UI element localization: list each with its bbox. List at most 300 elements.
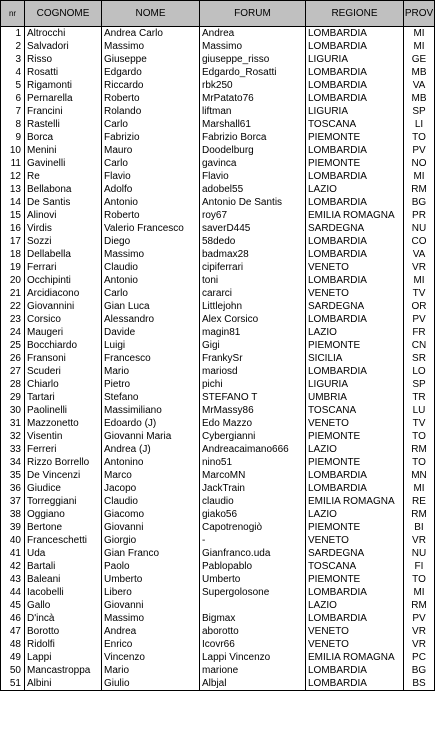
cell-nome[interactable]: Mario bbox=[102, 664, 200, 677]
cell-nome[interactable]: Andrea Carlo bbox=[102, 27, 200, 41]
cell-nome[interactable]: Pietro bbox=[102, 378, 200, 391]
cell-nr[interactable]: 30 bbox=[1, 404, 25, 417]
cell-nr[interactable]: 15 bbox=[1, 209, 25, 222]
cell-nr[interactable]: 45 bbox=[1, 599, 25, 612]
cell-cognome[interactable]: Maugeri bbox=[25, 326, 102, 339]
cell-regione[interactable]: PIEMONTE bbox=[306, 456, 404, 469]
cell-regione[interactable]: VENETO bbox=[306, 638, 404, 651]
cell-nr[interactable]: 3 bbox=[1, 53, 25, 66]
cell-cognome[interactable]: Iacobelli bbox=[25, 586, 102, 599]
cell-forum[interactable]: Cybergianni bbox=[200, 430, 306, 443]
cell-regione[interactable]: TOSCANA bbox=[306, 118, 404, 131]
cell-prov[interactable]: PV bbox=[404, 144, 435, 157]
cell-cognome[interactable]: Lappi bbox=[25, 651, 102, 664]
cell-nr[interactable]: 14 bbox=[1, 196, 25, 209]
cell-prov[interactable]: MI bbox=[404, 586, 435, 599]
cell-cognome[interactable]: Gavinelli bbox=[25, 157, 102, 170]
cell-regione[interactable]: LOMBARDIA bbox=[306, 313, 404, 326]
cell-prov[interactable]: TV bbox=[404, 417, 435, 430]
cell-cognome[interactable]: Mazzonetto bbox=[25, 417, 102, 430]
cell-regione[interactable]: EMILIA ROMAGNA bbox=[306, 495, 404, 508]
cell-forum[interactable]: MarcoMN bbox=[200, 469, 306, 482]
cell-regione[interactable]: PIEMONTE bbox=[306, 339, 404, 352]
cell-regione[interactable]: SARDEGNA bbox=[306, 300, 404, 313]
cell-regione[interactable]: LAZIO bbox=[306, 326, 404, 339]
cell-cognome[interactable]: Arcidiacono bbox=[25, 287, 102, 300]
cell-prov[interactable]: TO bbox=[404, 131, 435, 144]
cell-cognome[interactable]: De Vincenzi bbox=[25, 469, 102, 482]
cell-cognome[interactable]: Altrocchi bbox=[25, 27, 102, 41]
cell-regione[interactable]: LOMBARDIA bbox=[306, 612, 404, 625]
cell-prov[interactable]: GE bbox=[404, 53, 435, 66]
cell-cognome[interactable]: Rigamonti bbox=[25, 79, 102, 92]
cell-nome[interactable]: Edoardo (J) bbox=[102, 417, 200, 430]
cell-forum[interactable]: magin81 bbox=[200, 326, 306, 339]
cell-nr[interactable]: 33 bbox=[1, 443, 25, 456]
cell-cognome[interactable]: Salvadori bbox=[25, 40, 102, 53]
cell-regione[interactable]: LIGURIA bbox=[306, 105, 404, 118]
cell-forum[interactable]: saverD445 bbox=[200, 222, 306, 235]
cell-forum[interactable]: liftman bbox=[200, 105, 306, 118]
cell-regione[interactable]: VENETO bbox=[306, 417, 404, 430]
cell-nr[interactable]: 19 bbox=[1, 261, 25, 274]
cell-prov[interactable]: CN bbox=[404, 339, 435, 352]
cell-nr[interactable]: 8 bbox=[1, 118, 25, 131]
cell-nr[interactable]: 5 bbox=[1, 79, 25, 92]
cell-forum[interactable]: Doodelburg bbox=[200, 144, 306, 157]
cell-prov[interactable]: VA bbox=[404, 248, 435, 261]
cell-forum[interactable]: roy67 bbox=[200, 209, 306, 222]
cell-nr[interactable]: 37 bbox=[1, 495, 25, 508]
cell-prov[interactable]: BS bbox=[404, 677, 435, 691]
cell-forum[interactable]: - bbox=[200, 534, 306, 547]
cell-nome[interactable]: Marco bbox=[102, 469, 200, 482]
cell-nr[interactable]: 10 bbox=[1, 144, 25, 157]
cell-nome[interactable]: Paolo bbox=[102, 560, 200, 573]
cell-nr[interactable]: 32 bbox=[1, 430, 25, 443]
cell-nome[interactable]: Diego bbox=[102, 235, 200, 248]
cell-forum[interactable]: Andreacaimano666 bbox=[200, 443, 306, 456]
cell-nr[interactable]: 13 bbox=[1, 183, 25, 196]
cell-prov[interactable]: VR bbox=[404, 261, 435, 274]
cell-nome[interactable]: Gian Franco bbox=[102, 547, 200, 560]
cell-regione[interactable]: LAZIO bbox=[306, 183, 404, 196]
cell-forum[interactable]: Pablopablo bbox=[200, 560, 306, 573]
cell-nome[interactable]: Edgardo bbox=[102, 66, 200, 79]
cell-regione[interactable]: VENETO bbox=[306, 261, 404, 274]
cell-regione[interactable]: LOMBARDIA bbox=[306, 365, 404, 378]
header-prov[interactable]: PROV bbox=[404, 1, 435, 27]
cell-cognome[interactable]: Chiarlo bbox=[25, 378, 102, 391]
cell-cognome[interactable]: Borotto bbox=[25, 625, 102, 638]
cell-nr[interactable]: 29 bbox=[1, 391, 25, 404]
cell-prov[interactable]: MN bbox=[404, 469, 435, 482]
cell-nome[interactable]: Massimiliano bbox=[102, 404, 200, 417]
cell-regione[interactable]: LOMBARDIA bbox=[306, 92, 404, 105]
cell-forum[interactable]: STEFANO T bbox=[200, 391, 306, 404]
cell-nome[interactable]: Alessandro bbox=[102, 313, 200, 326]
cell-regione[interactable]: LAZIO bbox=[306, 508, 404, 521]
cell-regione[interactable]: TOSCANA bbox=[306, 404, 404, 417]
cell-prov[interactable]: FR bbox=[404, 326, 435, 339]
cell-forum[interactable] bbox=[200, 599, 306, 612]
cell-prov[interactable]: OR bbox=[404, 300, 435, 313]
cell-regione[interactable]: LOMBARDIA bbox=[306, 586, 404, 599]
cell-cognome[interactable]: D'incà bbox=[25, 612, 102, 625]
cell-forum[interactable]: MrPatato76 bbox=[200, 92, 306, 105]
cell-prov[interactable]: MB bbox=[404, 92, 435, 105]
cell-nome[interactable]: Massimo bbox=[102, 248, 200, 261]
cell-nome[interactable]: Giovanni bbox=[102, 599, 200, 612]
cell-cognome[interactable]: Pernarella bbox=[25, 92, 102, 105]
cell-nome[interactable]: Carlo bbox=[102, 118, 200, 131]
cell-forum[interactable]: toni bbox=[200, 274, 306, 287]
cell-cognome[interactable]: Rizzo Borrello bbox=[25, 456, 102, 469]
cell-nr[interactable]: 39 bbox=[1, 521, 25, 534]
cell-nome[interactable]: Giacomo bbox=[102, 508, 200, 521]
cell-regione[interactable]: EMILIA ROMAGNA bbox=[306, 209, 404, 222]
cell-prov[interactable]: BG bbox=[404, 196, 435, 209]
cell-nome[interactable]: Luigi bbox=[102, 339, 200, 352]
cell-cognome[interactable]: Re bbox=[25, 170, 102, 183]
cell-forum[interactable]: gavinca bbox=[200, 157, 306, 170]
cell-cognome[interactable]: Gallo bbox=[25, 599, 102, 612]
cell-forum[interactable]: badmax28 bbox=[200, 248, 306, 261]
cell-nr[interactable]: 48 bbox=[1, 638, 25, 651]
cell-nome[interactable]: Adolfo bbox=[102, 183, 200, 196]
cell-prov[interactable]: MI bbox=[404, 40, 435, 53]
cell-forum[interactable]: giuseppe_risso bbox=[200, 53, 306, 66]
cell-forum[interactable]: nino51 bbox=[200, 456, 306, 469]
cell-nr[interactable]: 21 bbox=[1, 287, 25, 300]
cell-regione[interactable]: PIEMONTE bbox=[306, 131, 404, 144]
cell-nome[interactable]: Umberto bbox=[102, 573, 200, 586]
cell-regione[interactable]: LOMBARDIA bbox=[306, 27, 404, 41]
cell-cognome[interactable]: Rosatti bbox=[25, 66, 102, 79]
cell-regione[interactable]: LOMBARDIA bbox=[306, 274, 404, 287]
cell-cognome[interactable]: Bocchiardo bbox=[25, 339, 102, 352]
cell-cognome[interactable]: Rastelli bbox=[25, 118, 102, 131]
cell-nr[interactable]: 7 bbox=[1, 105, 25, 118]
cell-prov[interactable]: RM bbox=[404, 183, 435, 196]
cell-cognome[interactable]: Giovannini bbox=[25, 300, 102, 313]
cell-nome[interactable]: Andrea bbox=[102, 625, 200, 638]
cell-nome[interactable]: Claudio bbox=[102, 261, 200, 274]
cell-forum[interactable]: claudio bbox=[200, 495, 306, 508]
cell-cognome[interactable]: Bertone bbox=[25, 521, 102, 534]
cell-nome[interactable]: Enrico bbox=[102, 638, 200, 651]
cell-prov[interactable]: TO bbox=[404, 573, 435, 586]
cell-forum[interactable]: marione bbox=[200, 664, 306, 677]
cell-cognome[interactable]: Dellabella bbox=[25, 248, 102, 261]
cell-nr[interactable]: 22 bbox=[1, 300, 25, 313]
cell-cognome[interactable]: Oggiano bbox=[25, 508, 102, 521]
cell-forum[interactable]: Capotrenogiò bbox=[200, 521, 306, 534]
cell-forum[interactable]: adobel55 bbox=[200, 183, 306, 196]
cell-nome[interactable]: Riccardo bbox=[102, 79, 200, 92]
cell-cognome[interactable]: Ferreri bbox=[25, 443, 102, 456]
cell-nome[interactable]: Giuseppe bbox=[102, 53, 200, 66]
cell-prov[interactable]: SP bbox=[404, 378, 435, 391]
cell-nr[interactable]: 23 bbox=[1, 313, 25, 326]
cell-forum[interactable]: Supergolosone bbox=[200, 586, 306, 599]
cell-prov[interactable]: TV bbox=[404, 287, 435, 300]
cell-forum[interactable]: Alex Corsico bbox=[200, 313, 306, 326]
cell-nome[interactable]: Carlo bbox=[102, 287, 200, 300]
cell-nr[interactable]: 26 bbox=[1, 352, 25, 365]
cell-regione[interactable]: LIGURIA bbox=[306, 53, 404, 66]
cell-regione[interactable]: LAZIO bbox=[306, 443, 404, 456]
cell-nome[interactable]: Massimo bbox=[102, 612, 200, 625]
cell-forum[interactable]: Fabrizio Borca bbox=[200, 131, 306, 144]
cell-forum[interactable]: Bigmax bbox=[200, 612, 306, 625]
cell-nr[interactable]: 9 bbox=[1, 131, 25, 144]
cell-regione[interactable]: UMBRIA bbox=[306, 391, 404, 404]
cell-cognome[interactable]: Risso bbox=[25, 53, 102, 66]
cell-forum[interactable]: Edgardo_Rosatti bbox=[200, 66, 306, 79]
cell-nr[interactable]: 47 bbox=[1, 625, 25, 638]
cell-nr[interactable]: 35 bbox=[1, 469, 25, 482]
cell-prov[interactable]: VR bbox=[404, 638, 435, 651]
cell-forum[interactable]: MrMassy86 bbox=[200, 404, 306, 417]
cell-cognome[interactable]: Paolinelli bbox=[25, 404, 102, 417]
cell-nr[interactable]: 2 bbox=[1, 40, 25, 53]
cell-regione[interactable]: LOMBARDIA bbox=[306, 235, 404, 248]
cell-forum[interactable]: aborotto bbox=[200, 625, 306, 638]
cell-forum[interactable]: Andrea bbox=[200, 27, 306, 41]
cell-cognome[interactable]: Visentin bbox=[25, 430, 102, 443]
cell-nome[interactable]: Claudio bbox=[102, 495, 200, 508]
header-forum[interactable]: FORUM bbox=[200, 1, 306, 27]
cell-regione[interactable]: PIEMONTE bbox=[306, 573, 404, 586]
cell-regione[interactable]: VENETO bbox=[306, 534, 404, 547]
cell-prov[interactable]: RE bbox=[404, 495, 435, 508]
cell-prov[interactable]: RM bbox=[404, 508, 435, 521]
cell-nr[interactable]: 28 bbox=[1, 378, 25, 391]
cell-nr[interactable]: 17 bbox=[1, 235, 25, 248]
cell-nome[interactable]: Carlo bbox=[102, 157, 200, 170]
cell-regione[interactable]: SARDEGNA bbox=[306, 547, 404, 560]
cell-cognome[interactable]: Alinovi bbox=[25, 209, 102, 222]
cell-cognome[interactable]: Fransoni bbox=[25, 352, 102, 365]
cell-nome[interactable]: Mauro bbox=[102, 144, 200, 157]
cell-nr[interactable]: 16 bbox=[1, 222, 25, 235]
cell-nome[interactable]: Libero bbox=[102, 586, 200, 599]
cell-forum[interactable]: Edo Mazzo bbox=[200, 417, 306, 430]
header-nome[interactable]: NOME bbox=[102, 1, 200, 27]
cell-forum[interactable]: Littlejohn bbox=[200, 300, 306, 313]
cell-regione[interactable]: LOMBARDIA bbox=[306, 144, 404, 157]
cell-prov[interactable]: RM bbox=[404, 443, 435, 456]
cell-nome[interactable]: Francesco bbox=[102, 352, 200, 365]
cell-prov[interactable]: MI bbox=[404, 170, 435, 183]
cell-regione[interactable]: EMILIA ROMAGNA bbox=[306, 651, 404, 664]
cell-prov[interactable]: CO bbox=[404, 235, 435, 248]
cell-nr[interactable]: 20 bbox=[1, 274, 25, 287]
cell-forum[interactable]: 58dedo bbox=[200, 235, 306, 248]
cell-forum[interactable]: Gianfranco.uda bbox=[200, 547, 306, 560]
cell-forum[interactable]: mariosd bbox=[200, 365, 306, 378]
cell-cognome[interactable]: Uda bbox=[25, 547, 102, 560]
cell-cognome[interactable]: Virdis bbox=[25, 222, 102, 235]
cell-nome[interactable]: Davide bbox=[102, 326, 200, 339]
cell-forum[interactable]: Marshall61 bbox=[200, 118, 306, 131]
cell-nome[interactable]: Giulio bbox=[102, 677, 200, 691]
header-cognome[interactable]: COGNOME bbox=[25, 1, 102, 27]
cell-nr[interactable]: 4 bbox=[1, 66, 25, 79]
header-nr[interactable]: nr bbox=[1, 1, 25, 27]
cell-cognome[interactable]: Tartari bbox=[25, 391, 102, 404]
cell-regione[interactable]: SARDEGNA bbox=[306, 222, 404, 235]
cell-regione[interactable]: LOMBARDIA bbox=[306, 170, 404, 183]
cell-regione[interactable]: TOSCANA bbox=[306, 560, 404, 573]
cell-cognome[interactable]: Baleani bbox=[25, 573, 102, 586]
cell-prov[interactable]: SP bbox=[404, 105, 435, 118]
cell-regione[interactable]: VENETO bbox=[306, 625, 404, 638]
cell-forum[interactable]: Antonio De Santis bbox=[200, 196, 306, 209]
cell-nr[interactable]: 24 bbox=[1, 326, 25, 339]
cell-prov[interactable]: VR bbox=[404, 534, 435, 547]
cell-regione[interactable]: LOMBARDIA bbox=[306, 469, 404, 482]
cell-nr[interactable]: 27 bbox=[1, 365, 25, 378]
cell-prov[interactable]: TO bbox=[404, 430, 435, 443]
cell-forum[interactable]: Albjal bbox=[200, 677, 306, 691]
cell-nome[interactable]: Antonino bbox=[102, 456, 200, 469]
cell-cognome[interactable]: Giudice bbox=[25, 482, 102, 495]
cell-forum[interactable]: rbk250 bbox=[200, 79, 306, 92]
cell-regione[interactable]: LOMBARDIA bbox=[306, 482, 404, 495]
cell-prov[interactable]: RM bbox=[404, 599, 435, 612]
cell-nr[interactable]: 36 bbox=[1, 482, 25, 495]
cell-nome[interactable]: Flavio bbox=[102, 170, 200, 183]
cell-forum[interactable]: cararci bbox=[200, 287, 306, 300]
cell-nr[interactable]: 6 bbox=[1, 92, 25, 105]
cell-prov[interactable]: PR bbox=[404, 209, 435, 222]
cell-nome[interactable]: Valerio Francesco bbox=[102, 222, 200, 235]
cell-nr[interactable]: 51 bbox=[1, 677, 25, 691]
cell-nr[interactable]: 1 bbox=[1, 27, 25, 41]
cell-nr[interactable]: 11 bbox=[1, 157, 25, 170]
cell-prov[interactable]: LI bbox=[404, 118, 435, 131]
cell-cognome[interactable]: Bartali bbox=[25, 560, 102, 573]
cell-prov[interactable]: LO bbox=[404, 365, 435, 378]
cell-nr[interactable]: 49 bbox=[1, 651, 25, 664]
header-regione[interactable]: REGIONE bbox=[306, 1, 404, 27]
cell-prov[interactable]: SR bbox=[404, 352, 435, 365]
cell-prov[interactable]: BI bbox=[404, 521, 435, 534]
cell-nr[interactable]: 44 bbox=[1, 586, 25, 599]
cell-nome[interactable]: Gian Luca bbox=[102, 300, 200, 313]
cell-prov[interactable]: TR bbox=[404, 391, 435, 404]
cell-nome[interactable]: Roberto bbox=[102, 92, 200, 105]
cell-forum[interactable]: JackTrain bbox=[200, 482, 306, 495]
cell-nome[interactable]: Roberto bbox=[102, 209, 200, 222]
cell-forum[interactable]: Massimo bbox=[200, 40, 306, 53]
cell-nr[interactable]: 41 bbox=[1, 547, 25, 560]
cell-nome[interactable]: Stefano bbox=[102, 391, 200, 404]
cell-cognome[interactable]: Ferrari bbox=[25, 261, 102, 274]
cell-cognome[interactable]: Albini bbox=[25, 677, 102, 691]
cell-cognome[interactable]: Bellabona bbox=[25, 183, 102, 196]
cell-nome[interactable]: Giovanni bbox=[102, 521, 200, 534]
cell-regione[interactable]: LOMBARDIA bbox=[306, 664, 404, 677]
cell-prov[interactable]: PV bbox=[404, 313, 435, 326]
cell-nr[interactable]: 43 bbox=[1, 573, 25, 586]
cell-regione[interactable]: LOMBARDIA bbox=[306, 79, 404, 92]
cell-nr[interactable]: 40 bbox=[1, 534, 25, 547]
cell-cognome[interactable]: Menini bbox=[25, 144, 102, 157]
cell-cognome[interactable]: Sozzi bbox=[25, 235, 102, 248]
cell-nome[interactable]: Antonio bbox=[102, 274, 200, 287]
cell-cognome[interactable]: Franceschetti bbox=[25, 534, 102, 547]
cell-nr[interactable]: 50 bbox=[1, 664, 25, 677]
cell-forum[interactable]: pichi bbox=[200, 378, 306, 391]
cell-forum[interactable]: Flavio bbox=[200, 170, 306, 183]
cell-prov[interactable]: LU bbox=[404, 404, 435, 417]
cell-nome[interactable]: Andrea (J) bbox=[102, 443, 200, 456]
cell-regione[interactable]: LOMBARDIA bbox=[306, 66, 404, 79]
cell-nome[interactable]: Fabrizio bbox=[102, 131, 200, 144]
cell-cognome[interactable]: Torreggiani bbox=[25, 495, 102, 508]
cell-prov[interactable]: NU bbox=[404, 547, 435, 560]
cell-nr[interactable]: 34 bbox=[1, 456, 25, 469]
cell-cognome[interactable]: Borca bbox=[25, 131, 102, 144]
cell-prov[interactable]: TO bbox=[404, 456, 435, 469]
cell-nr[interactable]: 25 bbox=[1, 339, 25, 352]
cell-cognome[interactable]: De Santis bbox=[25, 196, 102, 209]
cell-forum[interactable]: FrankySr bbox=[200, 352, 306, 365]
cell-nr[interactable]: 38 bbox=[1, 508, 25, 521]
cell-prov[interactable]: MI bbox=[404, 274, 435, 287]
cell-nome[interactable]: Mario bbox=[102, 365, 200, 378]
cell-prov[interactable]: BG bbox=[404, 664, 435, 677]
cell-nome[interactable]: Rolando bbox=[102, 105, 200, 118]
cell-prov[interactable]: NU bbox=[404, 222, 435, 235]
cell-cognome[interactable]: Occhipinti bbox=[25, 274, 102, 287]
cell-regione[interactable]: PIEMONTE bbox=[306, 430, 404, 443]
cell-prov[interactable]: PC bbox=[404, 651, 435, 664]
cell-forum[interactable]: cipiferrari bbox=[200, 261, 306, 274]
cell-regione[interactable]: LOMBARDIA bbox=[306, 677, 404, 691]
cell-forum[interactable]: Icovr66 bbox=[200, 638, 306, 651]
cell-nome[interactable]: Vincenzo bbox=[102, 651, 200, 664]
cell-forum[interactable]: Gigi bbox=[200, 339, 306, 352]
cell-cognome[interactable]: Corsico bbox=[25, 313, 102, 326]
cell-forum[interactable]: Lappi Vincenzo bbox=[200, 651, 306, 664]
cell-regione[interactable]: VENETO bbox=[306, 287, 404, 300]
cell-nr[interactable]: 31 bbox=[1, 417, 25, 430]
cell-prov[interactable]: MI bbox=[404, 482, 435, 495]
cell-nr[interactable]: 42 bbox=[1, 560, 25, 573]
cell-nr[interactable]: 46 bbox=[1, 612, 25, 625]
cell-regione[interactable]: PIEMONTE bbox=[306, 521, 404, 534]
cell-regione[interactable]: PIEMONTE bbox=[306, 157, 404, 170]
cell-nome[interactable]: Massimo bbox=[102, 40, 200, 53]
cell-regione[interactable]: SICILIA bbox=[306, 352, 404, 365]
cell-nome[interactable]: Antonio bbox=[102, 196, 200, 209]
cell-prov[interactable]: MB bbox=[404, 66, 435, 79]
cell-prov[interactable]: VR bbox=[404, 625, 435, 638]
cell-regione[interactable]: LIGURIA bbox=[306, 378, 404, 391]
cell-prov[interactable]: MI bbox=[404, 27, 435, 41]
cell-nr[interactable]: 18 bbox=[1, 248, 25, 261]
cell-prov[interactable]: NO bbox=[404, 157, 435, 170]
cell-cognome[interactable]: Francini bbox=[25, 105, 102, 118]
cell-regione[interactable]: LOMBARDIA bbox=[306, 40, 404, 53]
cell-regione[interactable]: LOMBARDIA bbox=[306, 248, 404, 261]
cell-nr[interactable]: 12 bbox=[1, 170, 25, 183]
cell-cognome[interactable]: Scuderi bbox=[25, 365, 102, 378]
